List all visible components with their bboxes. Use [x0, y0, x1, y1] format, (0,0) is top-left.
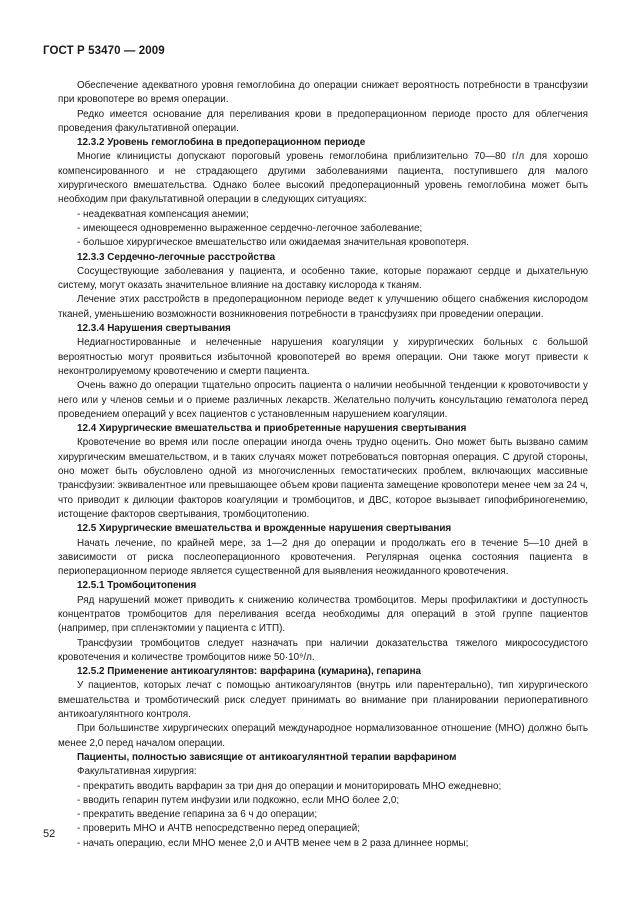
paragraph: Недиагностированные и нелеченные нарушения коагуляции у хирургических больных с большой вероятностью могут проявиться избыточной кровопотерей во время операции. Они также могут привести к неконтролируемому кровотечению и смерти пациента. [58, 337, 588, 377]
page-number: 52 [43, 828, 56, 840]
section-heading: 12.4 Хирургические вмешательства и приобретенные нарушения свертывания [77, 423, 467, 435]
section-heading: 12.3.2 Уровень гемоглобина в предоперационном периоде [77, 137, 366, 149]
paragraph: Обеспечение адекватного уровня гемоглобина до операции снижает вероятность потребности в трансфузии при кровопотере во время операции. [58, 80, 588, 106]
section-heading: Пациенты, полностью зависящие от антикоагулянтной терапии варфарином [77, 751, 457, 763]
list-item: - вводить гепарин путем инфузии или подкожно, если МНО более 2,0; [77, 794, 400, 806]
document-body [58, 79, 588, 851]
paragraph: Лечение этих расстройств в предоперационном периоде ведет к улучшению общего снабжения кислородом тканей, уменьшению возможности возникновения потребности в трансфузиях при проведении операции. [58, 294, 588, 320]
paragraph: Сосуществующие заболевания у пациента, и особенно такие, которые поражают сердце и дыхательную систему, могут оказать значительное влияние на доставку кислорода к тканям. [58, 265, 588, 292]
list-item: - прекратить введение гепарина за 6 ч до операции; [77, 809, 318, 821]
paragraph: Начать лечение, по крайней мере, за 1—2 дня до операции и продолжать его в течение 5—10 дней в зависимости от риска послеоперационного кровотечения. Регулярная оценка состояния пациента в периоперационном периоде является существенной для выявления неожиданного кровотечения. [58, 537, 588, 578]
document-header: ГОСТ Р 53470 — 2009 [43, 45, 165, 57]
paragraph: При большинстве хирургических операций международное нормализованное отношение (МНО) должно быть менее 2,0 перед началом операции. [58, 723, 588, 749]
section-heading: 12.3.3 Сердечно-легочные расстройства [77, 251, 276, 263]
section-heading: 12.3.4 Нарушения свертывания [77, 323, 231, 335]
list-item: - проверить МНО и АЧТВ непосредственно перед операцией; [77, 823, 361, 835]
section-heading: 12.5.1 Тромбоцитопения [77, 580, 197, 592]
section-heading: 12.5 Хирургические вмешательства и врожденные нарушения свертывания [77, 523, 452, 535]
list-item: Факультативная хирургия: [77, 766, 197, 778]
paragraph: Редко имеется основание для переливания крови в предоперационном периоде просто для облегчения проведения факультативной операции. [58, 108, 588, 134]
list-item: - неадекватная компенсация анемии; [77, 208, 249, 220]
list-item: - имеющееся одновременно выраженное сердечно-легочное заболевание; [77, 222, 423, 234]
list-item: - большое хирургическое вмешательство или ожидаемая значительная кровопотеря. [77, 237, 469, 249]
paragraph: Многие клиницисты допускают пороговый уровень гемоглобина приблизительно 70—80 г/л для хорошо компенсированного и не страдающего другими заболеваниями пациента, поступившего для малого хирургического вмешательства. Однако более высокий предоперационный уровень гемоглобина может быть необходим при факультативной операции в следующих ситуациях: [58, 151, 588, 206]
paragraph: Трансфузии тромбоцитов следует назначать при наличии доказательства тяжелого микрососудистого кровотечения и количестве тромбоцитов ниже 50·10⁹/л. [58, 637, 588, 663]
paragraph: У пациентов, которых лечат с помощью антикоагулянтов (внутрь или парентерально), тип хирургического вмешательства и тромботический риск следует принимать во внимание при планировании периоперативного антикоагулянтного контроля. [58, 680, 588, 721]
list-item: - прекратить вводить варфарин за три дня до операции и мониторировать МНО ежедневно; [77, 780, 502, 792]
section-heading: 12.5.2 Применение антикоагулянтов: варфарина (кумарина), гепарина [77, 666, 422, 678]
paragraph: Кровотечение во время или после операции иногда очень трудно оценить. Оно может быть вызвано самим хирургическим вмешательством, и в таких случаях может потребоваться повторная операция. С другой стороны, оно может быть обусловлено одной из многочисленных гемостатических проблем, включающих массивные трансфузии: эквивалентное или превышающее объем крови пациента замещение кровопотери менее чем за 24 ч, что приводит к дилюции факторов коагуляции и тромбоцитов, и ДВС, которое вызывает гипофибриногенемию, истощение факторов свертывания, тромбоцитопению. [58, 437, 588, 520]
list-item: - начать операцию, если МНО менее 2,0 и АЧТВ менее чем в 2 раза длиннее нормы; [77, 837, 469, 849]
paragraph: Очень важно до операции тщательно опросить пациента о наличии необычной тенденции к кровоточивости у него или у членов семьи и о приеме различных лекарств. Желательно получить консультацию гематолога перед проведением операций у всех пациентов с установленным нарушением коагуляции. [58, 380, 588, 420]
paragraph: Ряд нарушений может приводить к снижению количества тромбоцитов. Меры профилактики и доступность концентратов тромбоцитов для переливания всегда необходимы для операций в этой группе пациентов (например, при спленэктомии у пациента с ИТП). [58, 594, 588, 635]
